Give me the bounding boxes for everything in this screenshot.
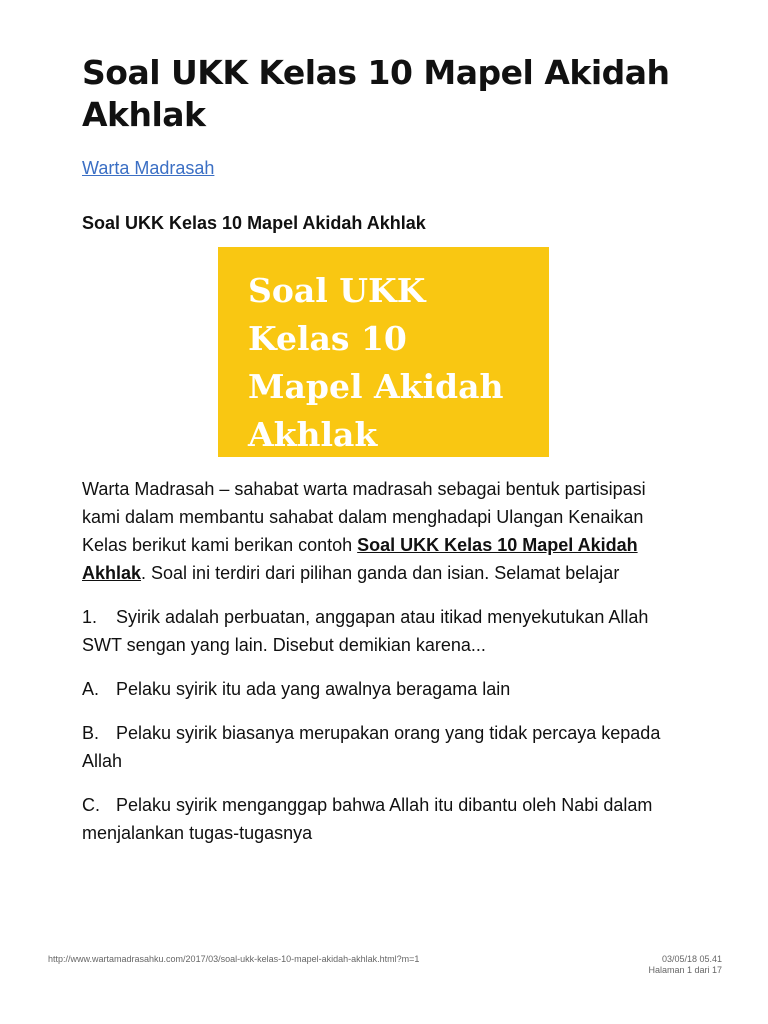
option-text: Pelaku syirik itu ada yang awalnya beragama lain — [116, 679, 511, 699]
source-link[interactable]: Warta Madrasah — [82, 158, 215, 178]
footer-datetime: 03/05/18 05.41 — [661, 954, 722, 964]
intro-paragraph — [82, 475, 682, 587]
question-item — [82, 603, 682, 659]
option-text: Pelaku syirik biasanya merupakan orang yang tidak percaya kepada Allah — [82, 723, 661, 771]
article-link[interactable]: Soal UKK Kelas 10 Mapel Akidah Akhlak — [82, 535, 638, 583]
question-number: 1. — [82, 607, 98, 627]
option-text: Pelaku syirik menganggap bahwa Allah itu dibantu oleh Nabi dalam menjalankan tugas-tugasnya — [82, 795, 653, 843]
intro-text: Warta Madrasah – sahabat warta madrasah sebagai bentuk partisipasi kami dalam membantu sahabat dalam menghadapi Ulangan Kenaikan Kelas berikut kami berikan contoh — [82, 479, 646, 555]
option-a — [82, 675, 682, 703]
title-banner-image — [218, 247, 549, 457]
article — [82, 52, 682, 847]
option-label: B. — [82, 723, 100, 743]
banner-text: Soal UKK Kelas 10 Mapel Akidah Akhlak — [248, 271, 504, 454]
option-b — [82, 719, 682, 775]
footer-meta — [648, 954, 722, 976]
footer-page-info: Halaman 1 dari 17 — [648, 965, 722, 975]
question-text: Syirik adalah perbuatan, anggapan atau itikad menyekutukan Allah SWT sengan yang lain. Disebut demikian karena... — [82, 607, 649, 655]
page-title: Soal UKK Kelas 10 Mapel Akidah Akhlak — [82, 53, 670, 134]
option-label: A. — [82, 679, 100, 699]
option-c — [82, 791, 682, 847]
option-label: C. — [82, 795, 100, 815]
article-subheading: Soal UKK Kelas 10 Mapel Akidah Akhlak — [82, 213, 426, 233]
footer-url: http://www.wartamadrasahku.com/2017/03/soal-ukk-kelas-10-mapel-akidah-akhlak.html?m=1 — [48, 954, 420, 964]
intro-text-end: . Soal ini terdiri dari pilihan ganda dan isian. Selamat belajar — [141, 563, 620, 583]
